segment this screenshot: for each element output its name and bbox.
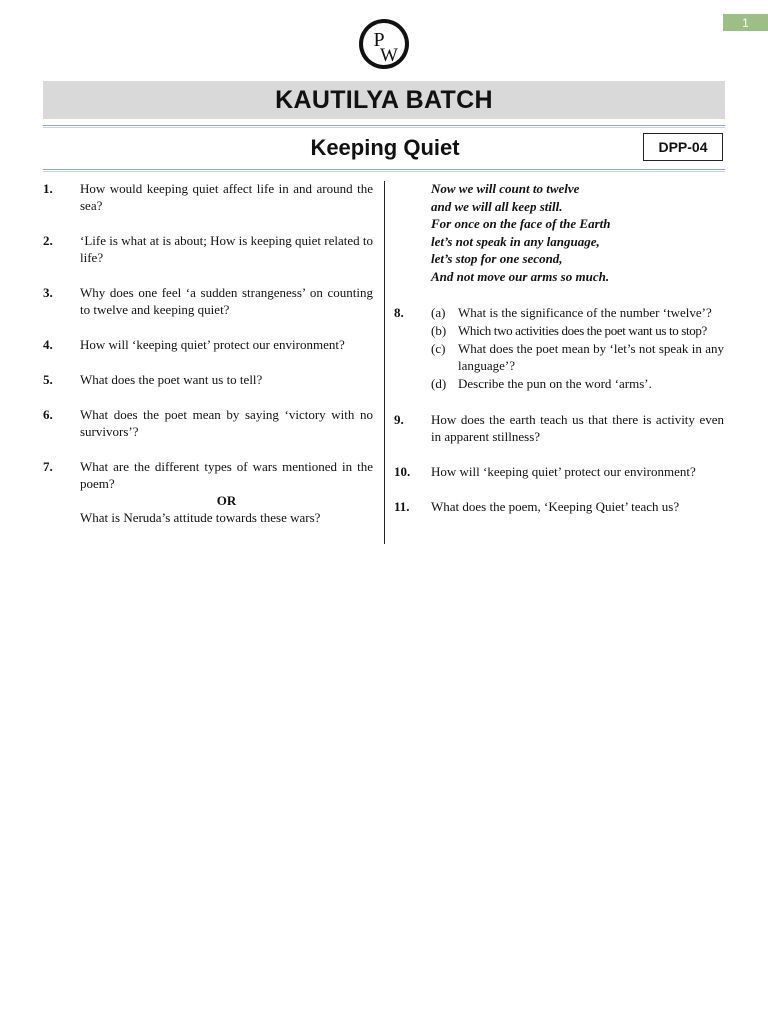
sub-question <box>431 304 724 321</box>
chapter-title: Keeping Quiet <box>310 135 460 160</box>
question-number: 2. <box>43 233 53 248</box>
alternate-question-text: What is Neruda’s attitude towards these wars? <box>80 510 321 525</box>
divider <box>43 125 725 126</box>
question-text: Why does one feel ‘a sudden strangeness’ on counting to twelve and keeping quiet? <box>80 285 373 317</box>
divider <box>43 171 725 172</box>
question-item <box>43 458 373 526</box>
question-item <box>394 498 724 515</box>
sub-question <box>431 375 724 392</box>
question-number: 4. <box>43 337 53 352</box>
divider <box>43 127 725 128</box>
question-number: 1. <box>43 181 53 196</box>
poem-line: let’s stop for one second, <box>431 251 563 267</box>
pw-logo-icon <box>358 16 410 72</box>
poem-line: For once on the face of the Earth <box>431 216 611 232</box>
question-text: What does the poet mean by saying ‘victory with no survivors’? <box>80 407 373 439</box>
page-number-badge: 1 <box>723 14 768 31</box>
dpp-badge: DPP-04 <box>643 133 723 161</box>
poem-line: Now we will count to twelve <box>431 181 580 196</box>
question-number: 8. <box>394 304 404 320</box>
sub-question-label: (b) <box>431 322 447 338</box>
question-text: How would keeping quiet affect life in and around the sea? <box>80 181 373 213</box>
question-text: How will ‘keeping quiet’ protect our environment? <box>80 337 345 352</box>
column-divider <box>384 181 385 544</box>
question-item <box>43 336 373 353</box>
sub-question-label: (a) <box>431 304 446 320</box>
sub-question-label: (c) <box>431 340 446 356</box>
question-item <box>394 463 724 480</box>
question-number: 11. <box>394 498 410 514</box>
sub-question-label: (d) <box>431 375 447 391</box>
question-item <box>394 304 724 393</box>
question-text: What does the poem, ‘Keeping Quiet’ teach us? <box>431 498 680 514</box>
sub-question-text: What does the poet mean by ‘let’s not speak in any language’? <box>458 340 724 373</box>
question-text: What does the poet want us to tell? <box>80 372 263 387</box>
question-item <box>43 180 373 214</box>
question-item <box>43 284 373 318</box>
sub-question-text: What is the significance of the number ‘twelve’? <box>458 304 712 320</box>
poem-excerpt <box>431 180 724 286</box>
right-question-column <box>394 180 724 533</box>
question-item <box>394 411 724 445</box>
question-item <box>43 232 373 266</box>
poem-line: and we will all keep still. <box>431 198 563 214</box>
question-text: What are the different types of wars mentioned in the poem? <box>80 459 373 491</box>
sub-question-list <box>431 304 724 393</box>
poem-line: let’s not speak in any language, <box>431 233 600 249</box>
sub-question <box>431 340 724 374</box>
batch-title: KAUTILYA BATCH <box>43 81 725 119</box>
question-number: 10. <box>394 463 411 479</box>
left-question-column <box>43 180 373 544</box>
question-text: ‘Life is what at is about; How is keeping quiet related to life? <box>80 233 373 265</box>
question-number: 6. <box>43 407 53 422</box>
pw-logo <box>358 16 410 72</box>
question-number: 9. <box>394 411 404 427</box>
question-text-group <box>80 458 373 526</box>
question-number: 3. <box>43 285 53 300</box>
question-item <box>43 371 373 388</box>
or-separator: OR <box>216 493 237 508</box>
question-number: 7. <box>43 459 53 474</box>
question-text: How does the earth teach us that there is activity even in apparent stillness? <box>431 411 724 444</box>
svg-text:P: P <box>373 29 385 51</box>
question-number: 5. <box>43 372 53 387</box>
question-text: How will ‘keeping quiet’ protect our environment? <box>431 463 696 479</box>
sub-question <box>431 322 724 339</box>
poem-line: And not move our arms so much. <box>431 268 610 284</box>
sub-question-text: Describe the pun on the word ‘arms’. <box>458 375 652 391</box>
divider <box>43 169 725 170</box>
svg-text:W: W <box>380 45 398 66</box>
question-item <box>43 406 373 440</box>
sub-question-text: Which two activities does the poet want us to stop? <box>458 322 707 338</box>
